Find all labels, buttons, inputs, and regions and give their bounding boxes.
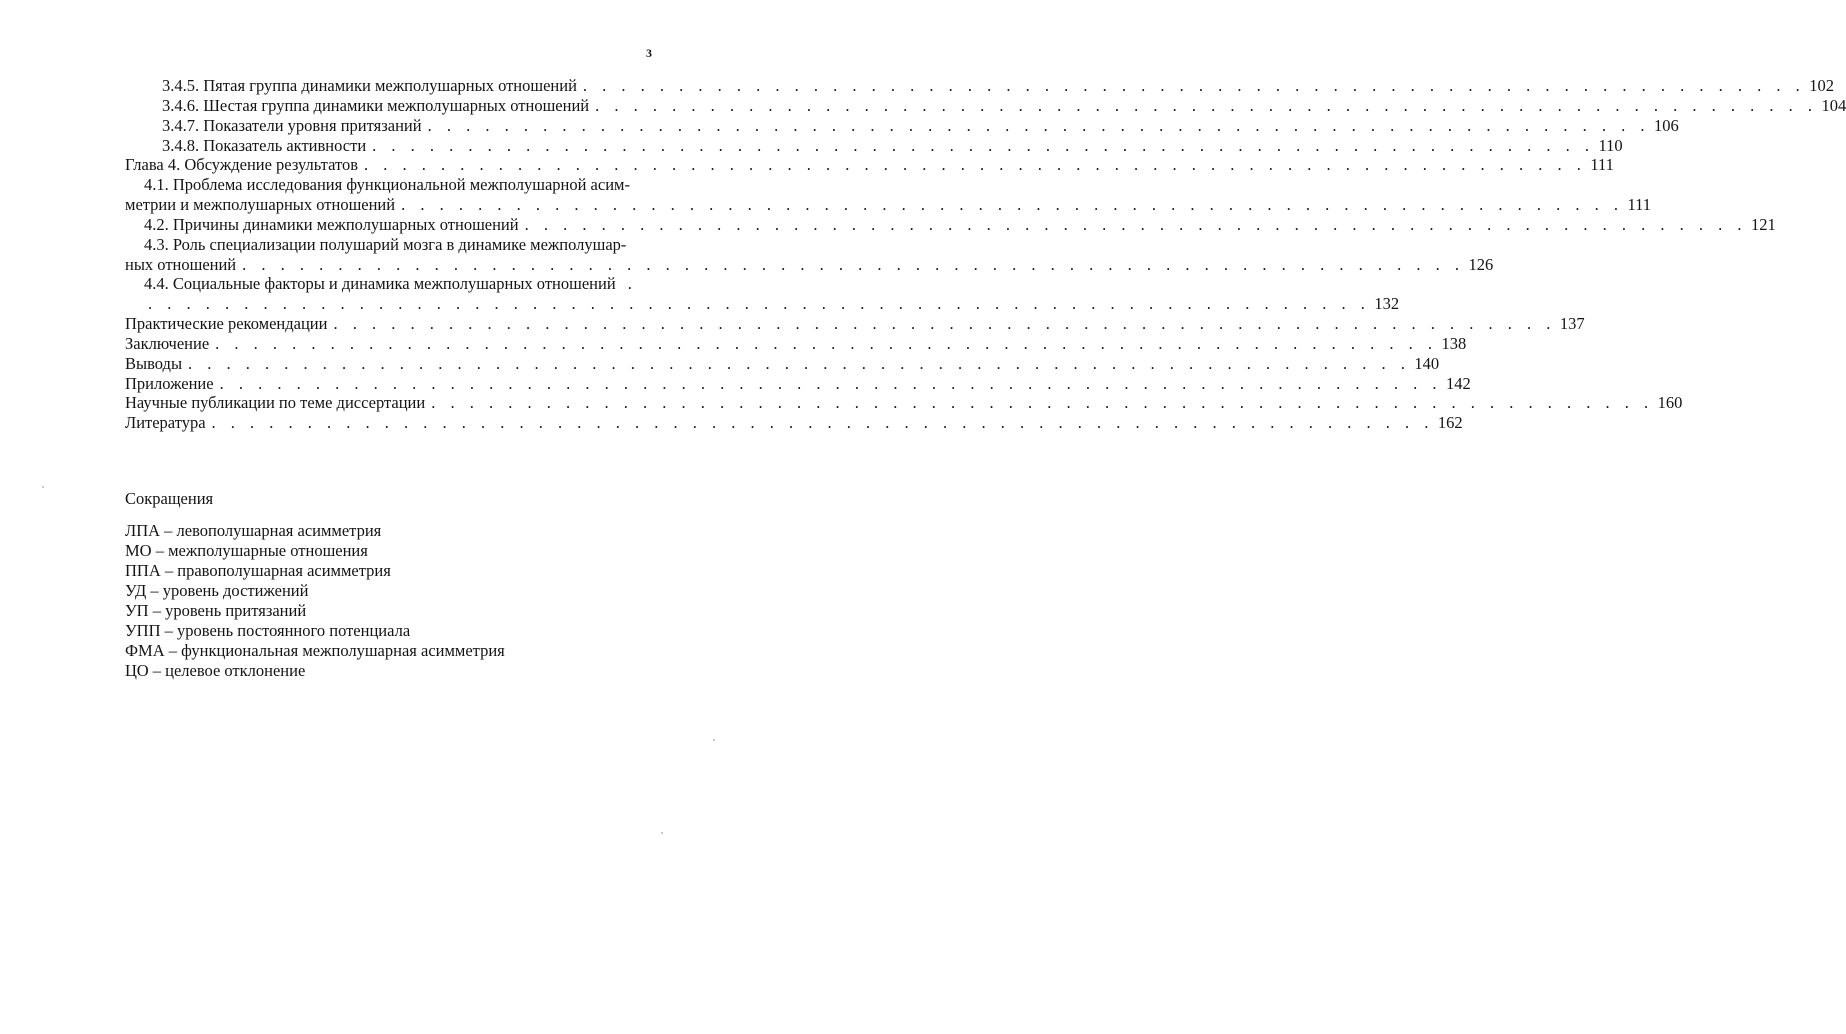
toc-leader-dots: . . . . . . . . . . . . . . . . . . . . . . . . . . . . . . . . . . . . . . . . . . . . . . . . . . . . . . . . . . . . . . . . (431, 393, 1654, 412)
toc-entry-page: 160 (1657, 393, 1683, 412)
abbreviations-heading: Сокращения (125, 489, 214, 508)
toc-trailing-dot: . (627, 274, 632, 293)
toc-entry-appendix (125, 374, 1471, 394)
toc-entry-page: 104 (1821, 96, 1846, 115)
toc-entry-page: 140 (1414, 354, 1440, 373)
toc-entry-title: 3.4.6. Шестая группа динамики межполушарных отношений (162, 96, 590, 115)
toc-entry-4-4 (148, 294, 1400, 314)
toc-leader-dots: . . . . . . . . . . . . . . . . . . . . . . . . . . . . . . . . . . . . . . . . . . . . . . . . . . . . . . . . . . . . . . . . (372, 136, 1595, 155)
toc-entry-page: 102 (1809, 76, 1835, 95)
abbreviation-item: ЛПА – левополушарная асимметрия (125, 521, 382, 540)
toc-leader-dots: . . . . . . . . . . . . . . . . . . . . . . . . . . . . . . . . . . . . . . . . . . . . . . . . . . . . . . . . . . . . . . . . (595, 96, 1818, 115)
toc-entry-page: 121 (1750, 215, 1776, 234)
toc-entry-page: 142 (1445, 374, 1471, 393)
toc-entry-title: 4.2. Причины динамики межполушарных отношений (144, 215, 519, 234)
abbreviation-item: ППА – правополушарная асимметрия (125, 561, 391, 580)
toc-leader-dots: . . . . . . . . . . . . . . . . . . . . . . . . . . . . . . . . . . . . . . . . . . . . . . . . . . . . . . . . . . . . . . . . (148, 294, 1371, 313)
toc-entry-title: Выводы (125, 354, 183, 373)
toc-entry-chapter-4 (125, 155, 1614, 175)
scan-speck (42, 486, 44, 488)
toc-entry-page: 110 (1598, 136, 1623, 155)
toc-entry-page: 126 (1468, 255, 1494, 274)
toc-leader-dots: . . . . . . . . . . . . . . . . . . . . . . . . . . . . . . . . . . . . . . . . . . . . . . . . . . . . . . . . . . . . . . . . (401, 195, 1624, 214)
table-of-contents (0, 0, 1846, 440)
toc-entry-page: 138 (1441, 334, 1467, 353)
toc-leader-dots: . . . . . . . . . . . . . . . . . . . . . . . . . . . . . . . . . . . . . . . . . . . . . . . . . . . . . . . . . . . . . . . . (427, 116, 1650, 135)
scan-speck (713, 739, 715, 741)
abbreviation-item: УД – уровень достижений (125, 581, 309, 600)
toc-entry-4-3 (125, 255, 1494, 275)
toc-entry-page: 162 (1437, 413, 1463, 432)
toc-entry-title: 3.4.5. Пятая группа динамики межполушарных отношений (162, 76, 577, 95)
toc-entry-literature (125, 413, 1463, 433)
toc-entry-findings (125, 354, 1440, 374)
toc-leader-dots: . . . . . . . . . . . . . . . . . . . . . . . . . . . . . . . . . . . . . . . . . . . . . . . . . . . . . . . . . . . . . . . . (219, 374, 1442, 393)
toc-entry-title: 4.4. Социальные факторы и динамика межполушарных отношений (144, 274, 616, 293)
toc-entry-title: Литература (125, 413, 206, 432)
toc-entry-page: 111 (1627, 195, 1651, 214)
toc-entry-title: 3.4.8. Показатель активности (162, 136, 367, 155)
toc-entry-title: Глава 4. Обсуждение результатов (125, 155, 358, 174)
toc-leader-dots: . . . . . . . . . . . . . . . . . . . . . . . . . . . . . . . . . . . . . . . . . . . . . . . . . . . . . . . . . . . . . . . . (582, 76, 1806, 95)
toc-leader-dots: . . . . . . . . . . . . . . . . . . . . . . . . . . . . . . . . . . . . . . . . . . . . . . . . . . . . . . . . . . . . . . . . (215, 334, 1438, 353)
toc-entry-3-4-8 (162, 136, 1623, 156)
abbreviation-item: ФМА – функциональная межполушарная асимметрия (125, 641, 505, 660)
toc-entry-continuation: ных отношений (125, 255, 237, 274)
toc-leader-dots: . . . . . . . . . . . . . . . . . . . . . . . . . . . . . . . . . . . . . . . . . . . . . . . . . . . . . . . . . . . . . . . . (364, 155, 1587, 174)
toc-entry-title: Научные публикации по теме диссертации (125, 393, 426, 412)
toc-entry-page: 137 (1559, 314, 1585, 333)
toc-entry-4-1-title: 4.1. Проблема исследования функциональной межполушарной асим- (144, 175, 630, 194)
toc-entry-3-4-6 (162, 96, 1846, 116)
abbreviation-item: ЦО – целевое отклонение (125, 661, 306, 680)
abbreviation-item: УПП – уровень постоянного потенциала (125, 621, 411, 640)
toc-entry-publications (125, 393, 1683, 413)
abbreviation-item: УП – уровень притязаний (125, 601, 307, 620)
toc-entry-page: 111 (1590, 155, 1614, 174)
toc-leader-dots: . . . . . . . . . . . . . . . . . . . . . . . . . . . . . . . . . . . . . . . . . . . . . . . . . . . . . . . . . . . . . . . . (211, 413, 1434, 432)
toc-entry-page: 106 (1653, 116, 1679, 135)
scan-speck (661, 832, 663, 834)
toc-entry-4-4-title (144, 274, 678, 294)
toc-leader-dots: . . . . . . . . . . . . . . . . . . . . . . . . . . . . . . . . . . . . . . . . . . . . . . . . . . . . . . . . . . . . . . . . (242, 255, 1465, 274)
toc-entry-4-1 (125, 195, 1651, 215)
abbreviations-list (125, 521, 725, 681)
toc-entry-3-4-7 (162, 116, 1679, 136)
toc-entry-continuation: метрии и межполушарных отношений (125, 195, 396, 214)
toc-entry-conclusion (125, 334, 1467, 354)
toc-entry-page: 132 (1374, 294, 1400, 313)
toc-entry-4-2 (144, 215, 1776, 235)
toc-entry-title: Приложение (125, 374, 214, 393)
page-number: 3 (646, 46, 652, 60)
toc-entry-title: Практические рекомендации (125, 314, 328, 333)
toc-entry-4-3-title: 4.3. Роль специализации полушарий мозга в динамике межполушар- (144, 235, 627, 254)
toc-leader-dots: . . . . . . . . . . . . . . . . . . . . . . . . . . . . . . . . . . . . . . . . . . . . . . . . . . . . . . . . . . . . . . . . (524, 215, 1747, 234)
abbreviation-item: МО – межполушарные отношения (125, 541, 368, 560)
toc-entry-title: Заключение (125, 334, 210, 353)
toc-entry-recommendations (125, 314, 1585, 334)
toc-entry-3-4-5 (162, 76, 1835, 96)
toc-entry-title: 3.4.7. Показатели уровня притязаний (162, 116, 422, 135)
toc-leader-dots: . . . . . . . . . . . . . . . . . . . . . . . . . . . . . . . . . . . . . . . . . . . . . . . . . . . . . . . . . . . . . . . . (333, 314, 1556, 333)
toc-leader-dots: . . . . . . . . . . . . . . . . . . . . . . . . . . . . . . . . . . . . . . . . . . . . . . . . . . . . . . . . . . . . . . . . (188, 354, 1411, 373)
